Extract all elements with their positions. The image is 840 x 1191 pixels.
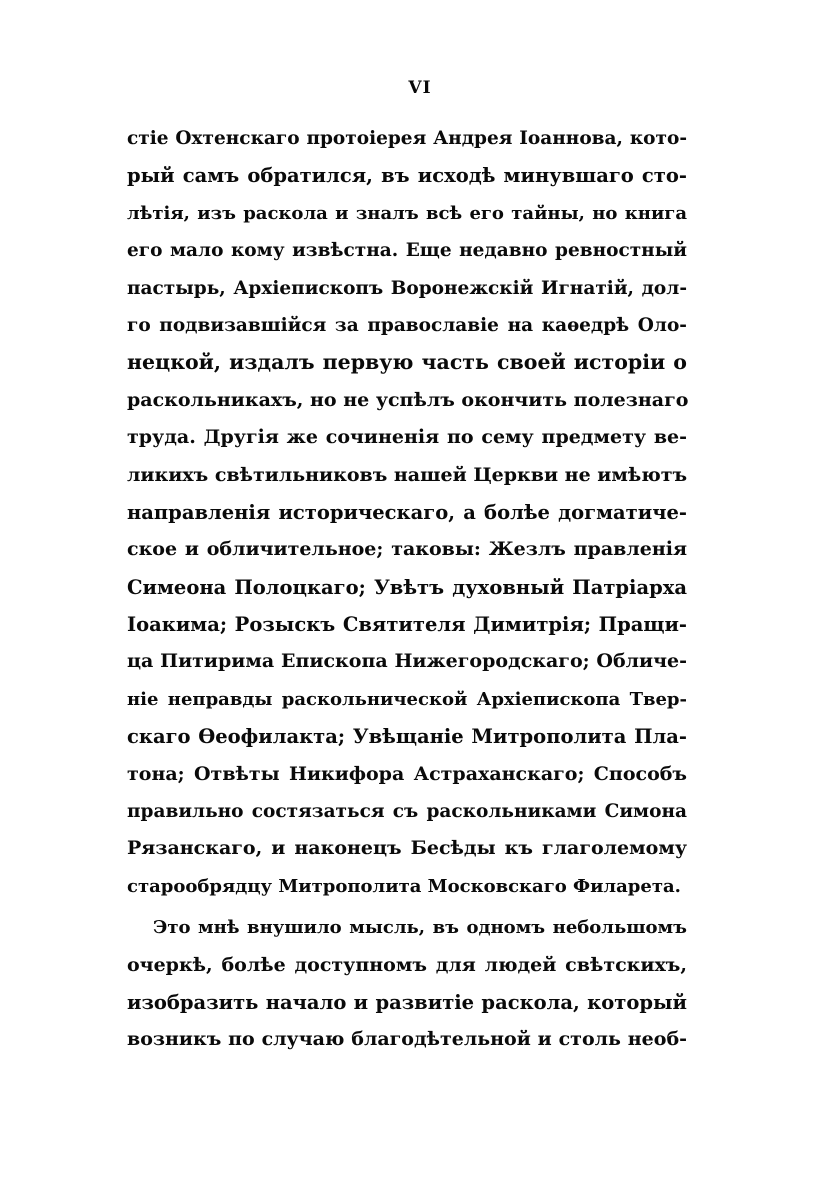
text-line: ское и обличительное; таковы: Жезлъ правленія xyxy=(127,538,687,561)
text-line: его мало кому извѣстна. Еще недавно ревностный xyxy=(127,240,687,262)
body-text xyxy=(127,120,687,1059)
text-line: изобразить начало и развитіе раскола, который xyxy=(127,990,687,1014)
text-line: правильно состязаться съ раскольниками Симона xyxy=(127,801,687,823)
text-line: Симеона Полоцкаго; Увѣтъ духовный Патріарха xyxy=(127,575,687,599)
text-line: возникъ по случаю благодѣтельной и столь необ- xyxy=(127,1028,687,1051)
text-line: пастырь, Архіепископъ Воронежскій Игнатій, дол- xyxy=(127,277,687,299)
text-line: ликихъ свѣтильниковъ нашей Церкви не имѣютъ xyxy=(127,463,688,486)
text-line: Рязанскаго, и наконецъ Бесѣды къ глаголемому xyxy=(127,837,687,860)
paragraph-1 xyxy=(127,120,687,905)
paragraph-2 xyxy=(127,909,687,1059)
text-line: лѣтія, изъ раскола и зналъ всѣ его тайны, но книга xyxy=(127,202,687,224)
text-line: очеркѣ, болѣе доступномъ для людей свѣтскихъ, xyxy=(127,953,687,976)
text-line: нецкой, издалъ первую часть своей исторіи о xyxy=(127,350,687,375)
text-line: го подвизавшійся за православіе на каѳедрѣ Оло- xyxy=(127,314,687,336)
text-line: ніе неправды раскольнической Архіепископа Твер- xyxy=(127,688,687,710)
text-line: старообрядцу Митрополита Московскаго Филарета. xyxy=(127,875,681,897)
text-line: скаго Ѳеофилакта; Увѣщаніе Митрополита Пла- xyxy=(127,725,687,749)
text-line: ца Питирима Епископа Нижегородскаго; Обличе- xyxy=(127,650,687,673)
text-line: рый самъ обратился, въ исходѣ минувшаго сто- xyxy=(127,164,687,188)
text-line: направленія историческаго, а болѣе догматиче- xyxy=(127,500,687,524)
text-line: стіе Охтенскаго протоіерея Андрея Іоаннова, кото- xyxy=(127,128,687,149)
text-line: Это мнѣ внушило мысль, въ одномъ небольшомъ xyxy=(153,917,687,939)
text-line: труда. Другія же сочиненія по сему предмету ве- xyxy=(127,426,687,449)
text-line: раскольникахъ, но не успѣлъ окончить полезнаго xyxy=(127,388,689,411)
text-line: тона; Отвѣты Никифора Астраханскаго; Способъ xyxy=(127,762,687,785)
page-number: VI xyxy=(408,78,432,98)
text-line: Іоакима; Розыскъ Святителя Димитрія; Пращи- xyxy=(127,613,687,637)
